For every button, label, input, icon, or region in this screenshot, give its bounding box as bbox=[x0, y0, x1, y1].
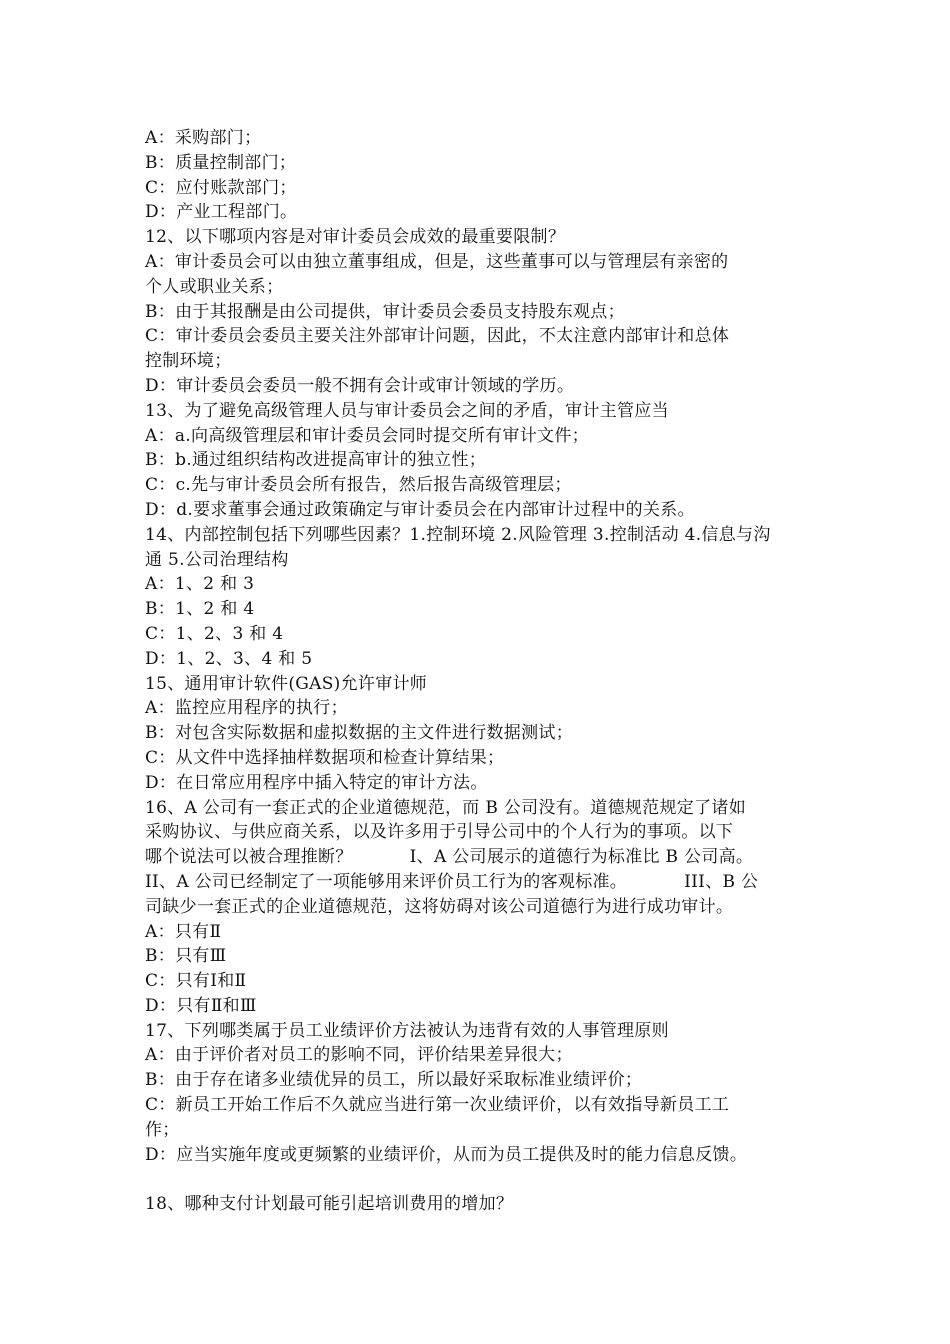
text-line: D：产业工程部门。 bbox=[145, 202, 298, 223]
text-line: C：新员工开始工作后不久就应当进行第一次业绩评价，以有效指导新员工工 bbox=[145, 1095, 730, 1116]
text-line: C：只有Ⅰ和Ⅱ bbox=[145, 971, 247, 992]
blank-line bbox=[145, 1167, 821, 1192]
text-line: D：d.要求董事会通过政策确定与审计委员会在内部审计过程中的关系。 bbox=[145, 499, 695, 520]
question-12: 12、以下哪项内容是对审计委员会成效的最重要限制？ bbox=[145, 227, 566, 248]
text-line: B：由于其报酬是由公司提供，审计委员会委员支持股东观点； bbox=[145, 301, 625, 322]
text-line: 个人或职业关系； bbox=[145, 276, 284, 297]
question-18: 18、哪种支付计划最可能引起培训费用的增加？ bbox=[145, 1194, 514, 1215]
question-16: 16、A 公司有一套正式的企业道德规范，而 B 公司没有。道德规范规定了诸如 bbox=[145, 797, 747, 818]
text-line: A：由于评价者对员工的影响不同，评价结果差异很大； bbox=[145, 1045, 573, 1066]
text-line: A：监控应用程序的执行； bbox=[145, 698, 348, 719]
text-line: D：在日常应用程序中插入特定的审计方法。 bbox=[145, 772, 488, 793]
text-line: D：应当实施年度或更频繁的业绩评价，从而为员工提供及时的能力信息反馈。 bbox=[145, 1144, 748, 1165]
question-14: 14、内部控制包括下列哪些因素？1.控制环境 2.风险管理 3.控制活动 4.信息与沟 bbox=[145, 524, 771, 545]
text-line: C：审计委员会委员主要关注外部审计问题，因此，不太注意内部审计和总体 bbox=[145, 326, 730, 347]
text-line: D：1、2、3、4 和 5 bbox=[145, 648, 313, 669]
text-line: 控制环境； bbox=[145, 351, 232, 372]
text-line: C：1、2、3 和 4 bbox=[145, 623, 284, 644]
text-line: A：只有Ⅱ bbox=[145, 921, 222, 942]
text-line: D：审计委员会委员一般不拥有会计或审计领域的学历。 bbox=[145, 375, 575, 396]
text-line: 通 5.公司治理结构 bbox=[145, 549, 289, 570]
text-line: A：a.向高级管理层和审计委员会同时提交所有审计文件； bbox=[145, 425, 589, 446]
text-line: B：由于存在诸多业绩优异的员工，所以最好采取标准业绩评价； bbox=[145, 1070, 643, 1091]
text-line: A：1、2 和 3 bbox=[145, 574, 255, 595]
text-line: D：只有Ⅱ和Ⅲ bbox=[145, 995, 257, 1016]
text-line: B：b.通过组织结构改进提高审计的独立性； bbox=[145, 450, 487, 471]
text-line: 哪个说法可以被合理推断？ I、A 公司展示的道德行为标准比 B 公司高。 bbox=[145, 847, 754, 868]
text-line: 采购协议、与供应商关系，以及许多用于引导公司中的个人行为的事项。以下 bbox=[145, 822, 734, 843]
text-line: C：应付账款部门； bbox=[145, 177, 297, 198]
text-line: A：采购部门； bbox=[145, 128, 262, 148]
text-line: 作； bbox=[145, 1119, 180, 1140]
text-line: B：对包含实际数据和虚拟数据的主文件进行数据测试； bbox=[145, 723, 573, 744]
text-line: B：只有Ⅲ bbox=[145, 946, 227, 967]
text-line: B：质量控制部门； bbox=[145, 152, 297, 173]
text-line: A：审计委员会可以由独立董事组成，但是，这些董事可以与管理层有亲密的 bbox=[145, 251, 729, 272]
document-body bbox=[145, 126, 821, 1217]
question-15: 15、通用审计软件(GAS)允许审计师 bbox=[145, 673, 428, 694]
question-13: 13、为了避免高级管理人员与审计委员会之间的矛盾，审计主管应当 bbox=[145, 400, 669, 421]
question-17: 17、下列哪类属于员工业绩评价方法被认为违背有效的人事管理原则 bbox=[145, 1020, 669, 1041]
text-line: C：从文件中选择抽样数据项和检查计算结果； bbox=[145, 747, 505, 768]
text-line: B：1、2 和 4 bbox=[145, 599, 255, 620]
text-line: 司缺少一套正式的企业道德规范，这将妨碍对该公司道德行为进行成功审计。 bbox=[145, 896, 734, 917]
text-line: II、A 公司已经制定了一项能够用来评价员工行为的客观标准。 III、B 公 bbox=[145, 871, 759, 892]
text-line: C：c.先与审计委员会所有报告，然后报告高级管理层； bbox=[145, 475, 572, 496]
